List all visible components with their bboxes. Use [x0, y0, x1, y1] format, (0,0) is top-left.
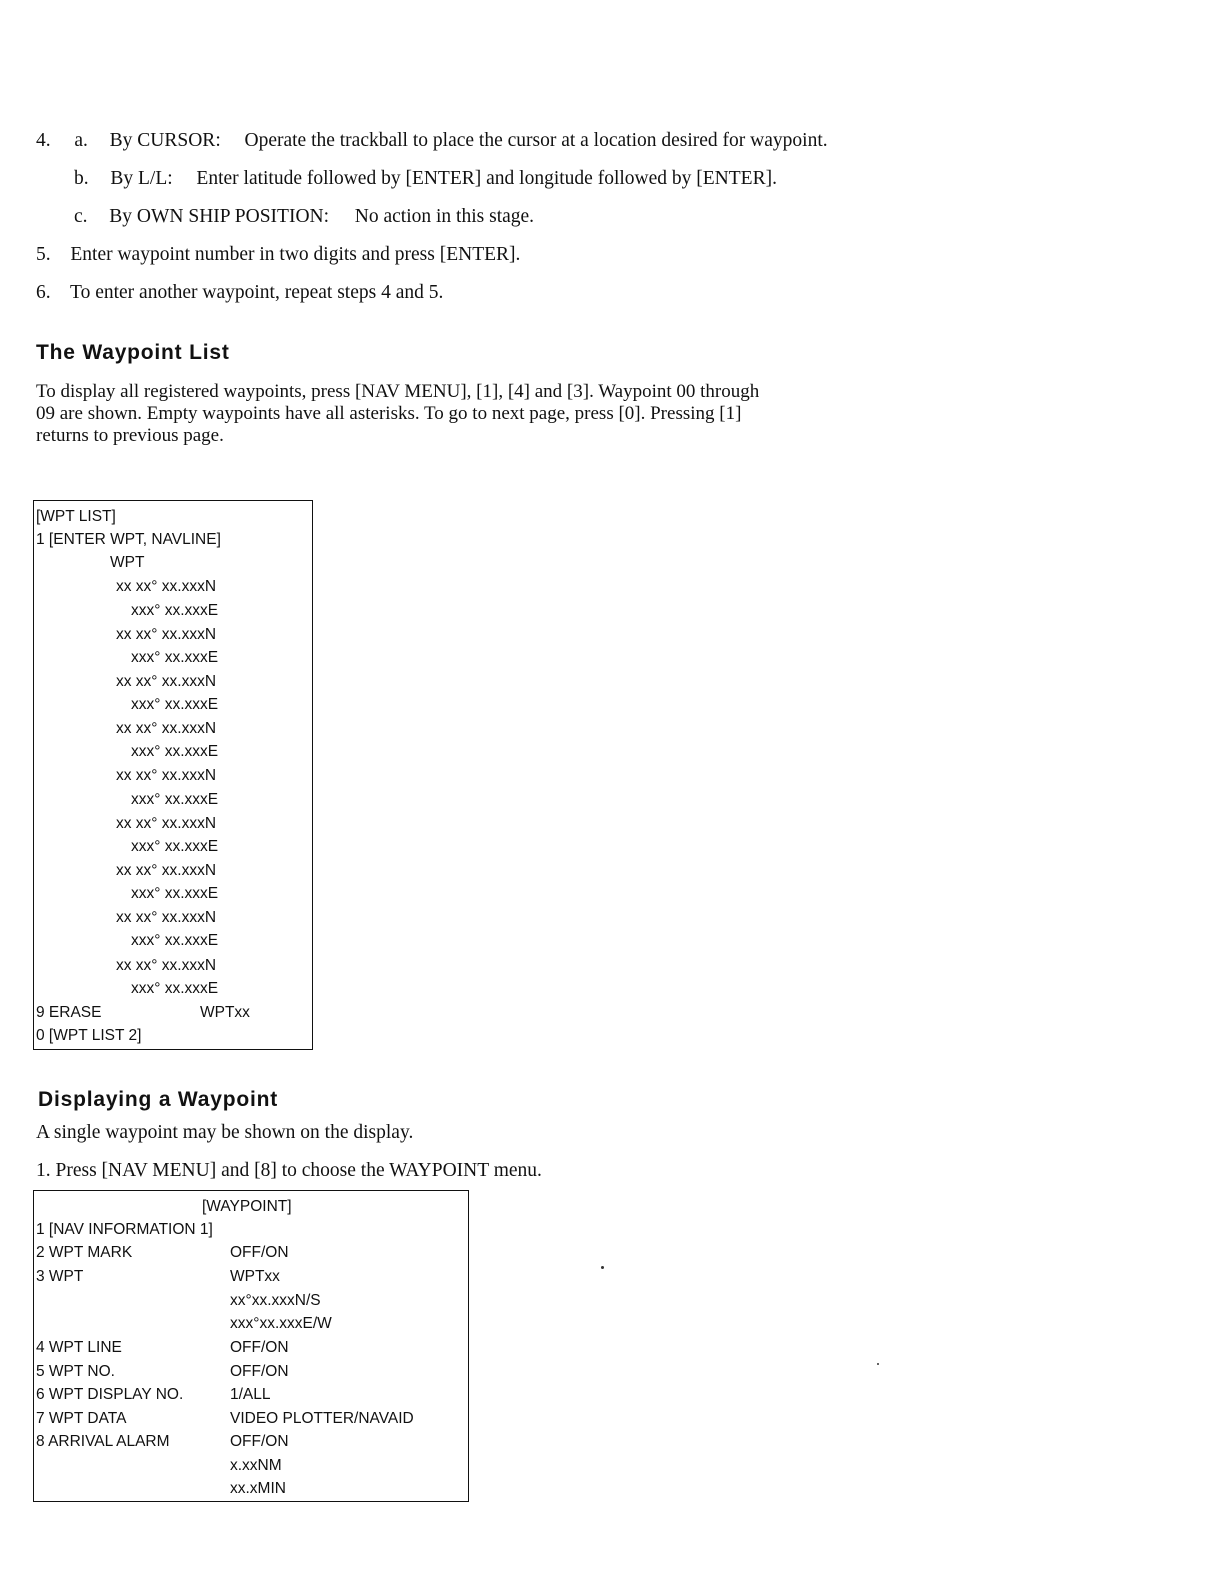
menu-row-value: OFF/ON	[230, 1339, 289, 1356]
menu-row-value: OFF/ON	[230, 1363, 289, 1380]
menu-row-value: xx°xx.xxxN/S	[230, 1292, 321, 1309]
menu-row-label[interactable]: 2 WPT MARK	[36, 1244, 133, 1261]
sub-letter: b.	[74, 168, 89, 189]
menu-row-label[interactable]: 6 WPT DISPLAY NO.	[36, 1386, 184, 1403]
menu-row-value: x.xxNM	[230, 1457, 282, 1474]
scan-speck	[877, 1363, 879, 1365]
paragraph-line: To display all registered waypoints, press [NAV MENU], [1], [4] and [3]. Waypoint 00 through	[36, 381, 760, 402]
step-4a	[36, 130, 828, 152]
wpt-latitude: xx xx° xx.xxxN	[116, 767, 217, 784]
wpt-latitude: xx xx° xx.xxxN	[116, 815, 217, 832]
waypoint-list-paragraph	[36, 381, 956, 447]
paragraph-line: returns to previous page.	[36, 425, 224, 446]
menu-row-value: 1/ALL	[230, 1386, 271, 1403]
menu-row-value: OFF/ON	[230, 1433, 289, 1450]
display-step-1: 1. Press [NAV MENU] and [8] to choose the WAYPOINT menu.	[36, 1160, 542, 1181]
step-number: 5.	[36, 244, 51, 265]
menu-row-label[interactable]: 5 WPT NO.	[36, 1363, 115, 1380]
menu-item-next-page[interactable]: 0 [WPT LIST 2]	[36, 1027, 142, 1044]
sub-letter: a.	[74, 130, 88, 151]
step-text: Enter waypoint number in two digits and press [ENTER].	[70, 244, 521, 265]
wpt-longitude: xxx° xx.xxxE	[131, 980, 219, 997]
menu-row-label[interactable]: 1 [NAV INFORMATION 1]	[36, 1221, 213, 1238]
section-heading-waypoint-list: The Waypoint List	[36, 341, 230, 364]
wpt-column-label: WPT	[110, 554, 145, 571]
wpt-latitude: xx xx° xx.xxxN	[116, 862, 217, 879]
wpt-longitude: xxx° xx.xxxE	[131, 932, 219, 949]
menu-title: [WPT LIST]	[36, 508, 116, 525]
step-number: 6.	[36, 282, 51, 303]
intro-text: A single waypoint may be shown on the display.	[36, 1122, 414, 1143]
wpt-latitude: xx xx° xx.xxxN	[116, 673, 217, 690]
wpt-longitude: xxx° xx.xxxE	[131, 743, 219, 760]
menu-item-enter-wpt[interactable]: 1 [ENTER WPT, NAVLINE]	[36, 531, 221, 548]
method-label: By OWN SHIP POSITION:	[109, 206, 330, 227]
step-4b	[74, 168, 777, 190]
wpt-longitude: xxx° xx.xxxE	[131, 838, 219, 855]
step-4c	[74, 206, 534, 228]
wpt-longitude: xxx° xx.xxxE	[131, 602, 219, 619]
wpt-latitude: xx xx° xx.xxxN	[116, 626, 217, 643]
wpt-list-menu	[33, 500, 313, 1050]
menu-row-label[interactable]: 3 WPT	[36, 1268, 84, 1285]
step-number: 4.	[36, 130, 51, 151]
erase-value: WPTxx	[200, 1004, 250, 1021]
menu-item-erase[interactable]: 9 ERASE	[36, 1004, 102, 1021]
waypoint-menu	[33, 1190, 469, 1502]
menu-row-value: WPTxx	[230, 1268, 280, 1285]
method-text: No action in this stage.	[354, 206, 535, 227]
wpt-longitude: xxx° xx.xxxE	[131, 885, 219, 902]
wpt-latitude: xx xx° xx.xxxN	[116, 578, 217, 595]
wpt-latitude: xx xx° xx.xxxN	[116, 909, 217, 926]
menu-row-value: xxx°xx.xxxE/W	[230, 1315, 332, 1332]
method-text: Enter latitude followed by [ENTER] and longitude followed by [ENTER].	[196, 168, 777, 189]
step-text: To enter another waypoint, repeat steps 4 and 5.	[70, 282, 444, 303]
method-label: By CURSOR:	[109, 130, 221, 151]
wpt-latitude: xx xx° xx.xxxN	[116, 720, 217, 737]
step-5	[36, 244, 520, 266]
menu-row-label[interactable]: 8 ARRIVAL ALARM	[36, 1433, 170, 1450]
wpt-latitude: xx xx° xx.xxxN	[116, 957, 217, 974]
wpt-longitude: xxx° xx.xxxE	[131, 649, 219, 666]
sub-letter: c.	[74, 206, 88, 227]
menu-row-value: OFF/ON	[230, 1244, 289, 1261]
menu-title: [WAYPOINT]	[202, 1198, 292, 1215]
paragraph-line: 09 are shown. Empty waypoints have all asterisks. To go to next page, press [0]. Pressing [1]	[36, 403, 742, 424]
method-text: Operate the trackball to place the cursor at a location desired for waypoint.	[244, 130, 828, 151]
menu-row-value: xx.xMIN	[230, 1480, 286, 1497]
menu-row-label[interactable]: 4 WPT LINE	[36, 1339, 122, 1356]
menu-row-label[interactable]: 7 WPT DATA	[36, 1410, 127, 1427]
wpt-longitude: xxx° xx.xxxE	[131, 696, 219, 713]
step-6	[36, 282, 443, 304]
section-heading-displaying-waypoint: Displaying a Waypoint	[38, 1088, 279, 1111]
method-label: By L/L:	[110, 168, 173, 189]
menu-row-value: VIDEO PLOTTER/NAVAID	[230, 1410, 414, 1427]
scan-speck	[601, 1266, 604, 1269]
wpt-longitude: xxx° xx.xxxE	[131, 791, 219, 808]
